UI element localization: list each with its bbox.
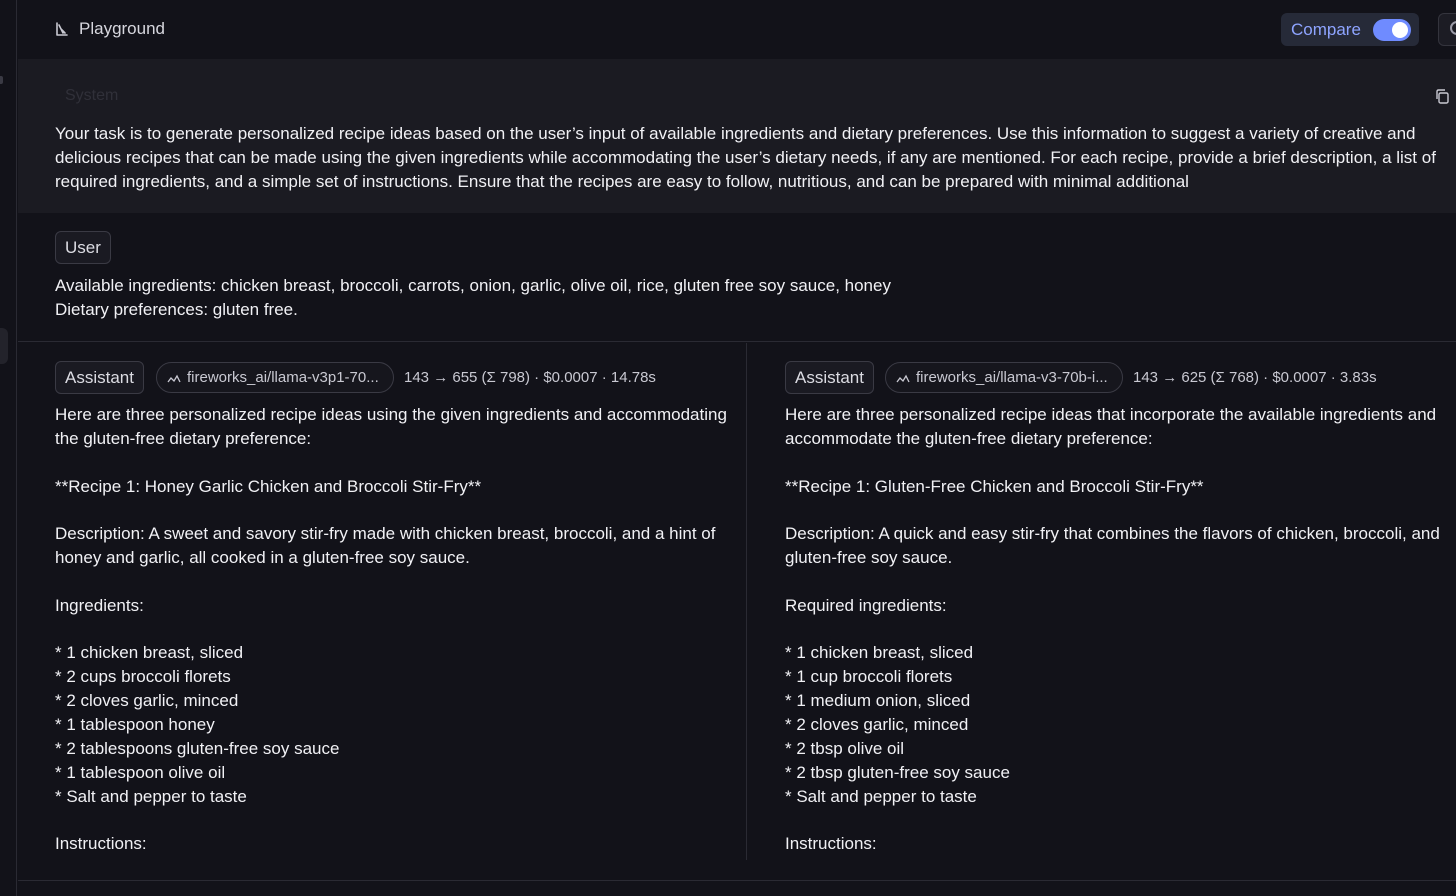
model-selector[interactable] <box>885 362 1123 393</box>
system-prompt-text[interactable]: Your task is to generate personalized recipe ideas based on the user’s input of available ingredients and dietary preferences. Use this information to suggest a variety of creative and delicious recipes that can be made using the given ingredients while accommodating the user’s dietary needs, if any are mentioned. For each recipe, provide a brief description, a list of required ingredients, and a simple set of instructions. Ensure that the recipes are easy to follow, nutritious, and can be prepared with minimal additional <box>55 124 1441 191</box>
response-stats: 143 → 655 (Σ 798) · $0.0007 · 14.78s <box>404 369 656 386</box>
assistant-response-left <box>18 343 747 860</box>
settings-icon <box>1450 21 1456 35</box>
rail-indicator <box>0 76 3 84</box>
settings-button[interactable] <box>1438 13 1456 46</box>
header-bar <box>18 0 1456 59</box>
left-sidebar-rail <box>0 0 17 896</box>
model-selector[interactable] <box>156 362 394 393</box>
compare-label: Compare <box>1291 19 1361 39</box>
user-role-badge[interactable]: User <box>55 231 111 264</box>
system-role-label: System <box>65 87 119 104</box>
playground-logo-icon <box>54 21 70 37</box>
fireworks-icon <box>167 373 181 383</box>
page-title: Playground <box>79 19 166 38</box>
sidebar-resize-handle[interactable] <box>0 328 8 364</box>
response-stats: 143 → 625 (Σ 768) · $0.0007 · 3.83s <box>1133 369 1377 386</box>
user-message-panel <box>18 213 1456 342</box>
compare-toggle-button[interactable] <box>1281 13 1419 46</box>
assistant-role-badge[interactable]: Assistant <box>55 361 144 394</box>
bottom-bar <box>18 880 1456 896</box>
model-name: fireworks_ai/llama-v3p1-70... <box>187 369 379 386</box>
switch-knob <box>1392 22 1408 38</box>
copy-icon[interactable] <box>1435 89 1449 104</box>
assistant-response-right <box>748 343 1456 860</box>
system-message-panel[interactable] <box>18 59 1456 213</box>
response-text: Here are three personalized recipe ideas that incorporate the available ingredients and accommodate the gluten-free dietary preference: **Recipe 1: Gluten-Free Chicken and Broccoli Stir-Fry** Description: A quick and easy stir-fry that combines the flavors of chicken, broccoli, and gluten-free soy sauce. Required ingredients: * 1 chicken breast, sliced * 1 cup broccoli florets * 1 medium onion, sliced * 2 cloves garlic, minced * 2 tbsp olive oil * 2 tbsp gluten-free soy sauce * Salt and pepper to taste Instructions: <box>785 405 1440 854</box>
assistant-role-badge[interactable]: Assistant <box>785 361 874 394</box>
fireworks-icon <box>896 373 910 383</box>
model-name: fireworks_ai/llama-v3-70b-i... <box>916 369 1108 386</box>
compare-switch[interactable] <box>1373 19 1411 41</box>
playground-main <box>18 0 1456 896</box>
user-message-text[interactable]: Available ingredients: chicken breast, broccoli, carrots, onion, garlic, olive oil, rice, gluten free soy sauce, honey Dietary preferences: gluten free. <box>55 276 891 319</box>
response-text: Here are three personalized recipe ideas using the given ingredients and accommodating the gluten-free dietary preference: **Recipe 1: Honey Garlic Chicken and Broccoli Stir-Fry** Description: A sweet and savory stir-fry made with chicken breast, broccoli, and a hint of honey and garlic, all cooked in a gluten-free soy sauce. Ingredients: * 1 chicken breast, sliced * 2 cups broccoli florets * 2 cloves garlic, minced * 1 tablespoon honey * 2 tablespoons gluten-free soy sauce * 1 tablespoon olive oil * Salt and pepper to taste Instructions: <box>55 405 727 854</box>
